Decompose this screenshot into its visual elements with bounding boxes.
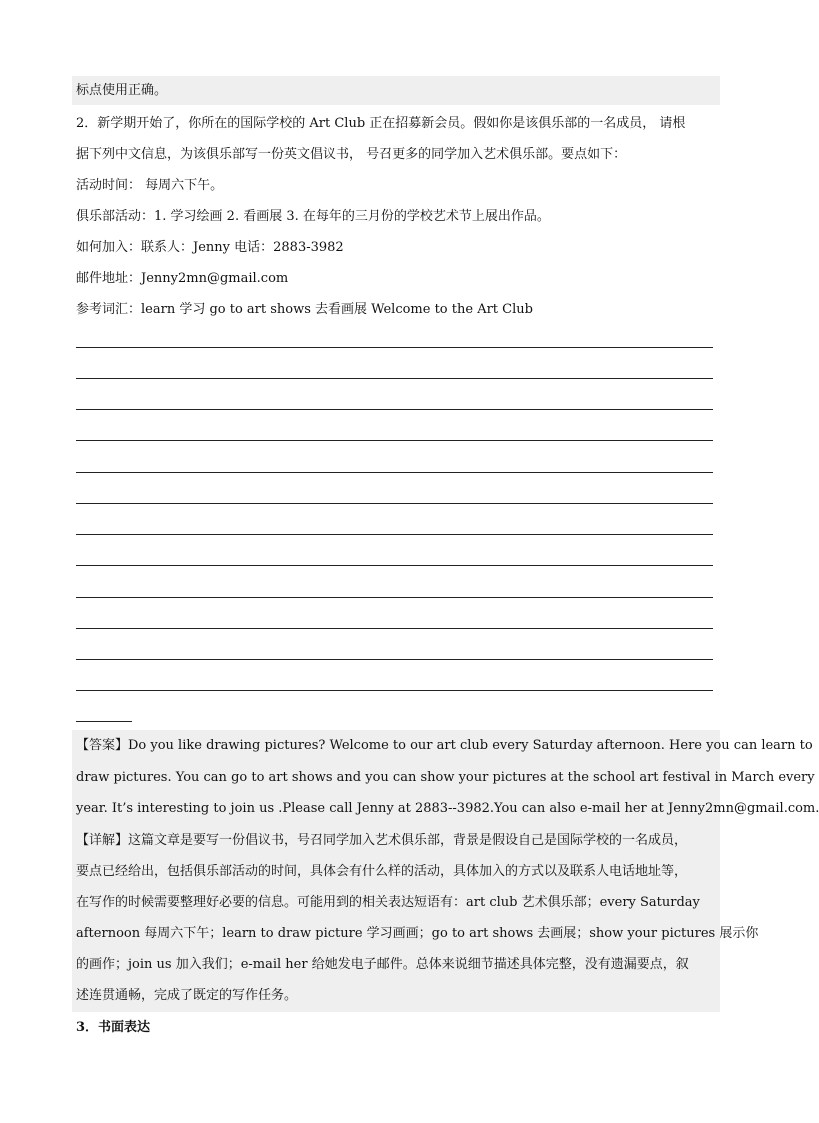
detail-line-1: 【详解】这篇文章是要写一份倡议书，号召同学加入艺术俱乐部，背景是假设自己是国际学校的一名成员， — [76, 833, 688, 848]
question-text-line-2: 据下列中文信息，为该俱乐部写一份英文倡议书， 号召更多的同学加入艺术俱乐部。要点如下： — [76, 147, 627, 162]
question-vocab: 参考词汇：learn 学习 go to art shows 去看画展 Welcome to the Art Club — [76, 302, 533, 317]
answer-line-1: 【答案】Do you like drawing pictures? Welcome to our art club every Saturday afternoon. Here you can learn to — [76, 738, 813, 753]
writing-line — [76, 565, 713, 566]
writing-line — [76, 534, 713, 535]
answer-line-3: year. It’s interesting to join us .Please call Jenny at 2883--3982.You can also e-mail her at Jenny2mn@gmail.com. — [76, 801, 819, 816]
next-question-heading: 3．书面表达 — [76, 1020, 151, 1035]
writing-line — [76, 597, 713, 598]
writing-line — [76, 472, 713, 473]
writing-line — [76, 409, 713, 410]
question-text-line-1: 2．新学期开始了，你所在的国际学校的 Art Club 正在招募新会员。假如你是该俱乐部的一名成员， 请根 — [76, 116, 686, 131]
writing-line — [76, 347, 713, 348]
detail-line-3: 在写作的时候需要整理好必要的信息。可能用到的相关表达短语有：art club 艺术俱乐部；every Saturday — [76, 895, 700, 910]
answer-line-2: draw pictures. You can go to art shows and you can show your pictures at the school art festival in March every — [76, 770, 815, 785]
writing-line — [76, 503, 713, 504]
question-activities: 俱乐部活动：1. 学习绘画 2. 看画展 3. 在每年的三月份的学校艺术节上展出作品。 — [76, 209, 550, 224]
writing-line — [76, 690, 713, 691]
question-join: 如何加入：联系人：Jenny 电话：2883-3982 — [76, 240, 344, 255]
prev-answer-tail: 标点使用正确。 — [76, 83, 168, 98]
writing-line-short — [76, 721, 132, 722]
writing-line — [76, 378, 713, 379]
writing-line — [76, 659, 713, 660]
writing-line — [76, 628, 713, 629]
detail-line-4: afternoon 每周六下午；learn to draw picture 学习画画；go to art shows 去画展；show your pictures 展示你 — [76, 926, 759, 941]
question-time: 活动时间： 每周六下午。 — [76, 178, 224, 193]
writing-line — [76, 440, 713, 441]
detail-line-6: 述连贯通畅，完成了既定的写作任务。 — [76, 988, 298, 1003]
detail-line-2: 要点已经给出，包括俱乐部活动的时间，具体会有什么样的活动，具体加入的方式以及联系人电话地址等， — [76, 864, 688, 879]
detail-line-5: 的画作；join us 加入我们；e-mail her 给她发电子邮件。总体来说细节描述具体完整，没有遗漏要点，叙 — [76, 957, 689, 972]
question-email: 邮件地址：Jenny2mn@gmail.com — [76, 271, 289, 286]
